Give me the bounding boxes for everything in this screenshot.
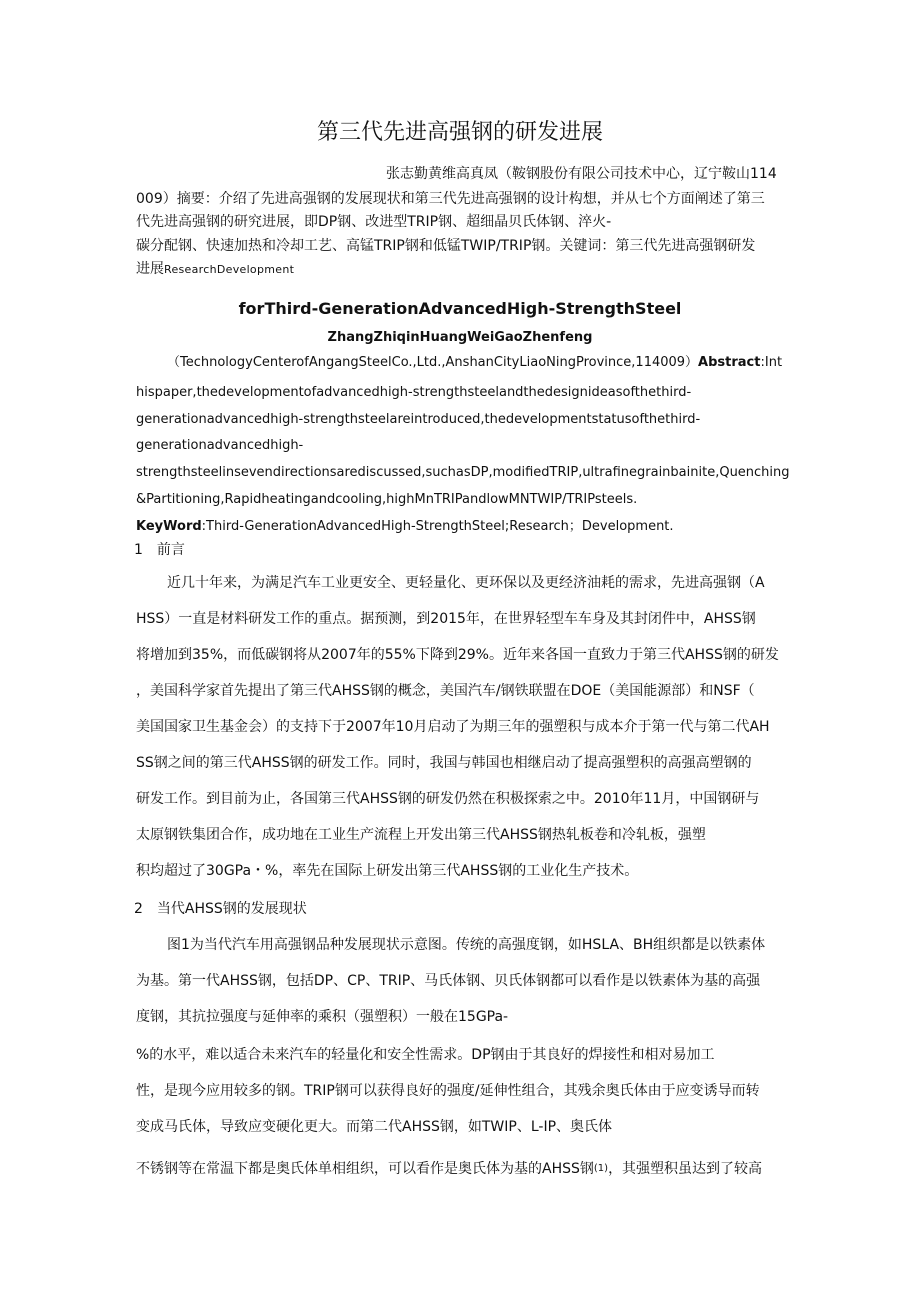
paragraph-line: 研发工作。到目前为止，各国第三代AHSS钢的研发仍然在积极探索之中。2010年11月，中国钢研与 <box>136 791 760 807</box>
keywords-label: KeyWord <box>136 519 202 534</box>
cn-abstract-line <box>136 260 294 279</box>
paragraph-line: 图1为当代汽车用高强钢品种发展现状示意图。传统的高强度钢，如HSLA、BH组织都是以铁素体 <box>167 937 766 953</box>
abstract-label: Abstract <box>698 355 761 370</box>
affiliation: （TechnologyCenterofAngangSteelCo.,Ltd.,AnshanCityLiaoNingProvince,114009） <box>167 355 699 370</box>
english-title: forThird-GenerationAdvancedHigh-StrengthSteel <box>238 299 682 318</box>
cn-abstract-line: 代先进高强钢的研究进展，即DP钢、改进型TRIP钢、超细晶贝氏体钢、淬火- <box>136 214 612 230</box>
page-title: 第三代先进高强钢的研发进展 <box>316 120 603 145</box>
cn-abstract-line: 009）摘要：介绍了先进高强钢的发展现状和第三代先进高强钢的设计构想，并从七个方面阐述了第三 <box>136 191 765 207</box>
cn-authors-line: 张志勤黄维高真凤（鞍钢股份有限公司技术中心，辽宁鞍山114 <box>386 166 777 182</box>
paragraph-line: 性，是现今应用较多的钢。TRIP钢可以获得良好的强度/延伸性组合，其残余奥氏体由于应变诱导而转 <box>136 1083 760 1099</box>
paragraph-line <box>136 1160 762 1178</box>
paragraph-line: 太原钢铁集团合作，成功地在工业生产流程上开发出第三代AHSS钢热轧板卷和冷轧板，强塑 <box>136 827 706 843</box>
paragraph-line: 变成马氏体，导致应变硬化更大。而第二代AHSS钢，如TWIP、L-IP、奥氏体 <box>136 1119 613 1135</box>
section-heading: 2 当代AHSS钢的发展现状 <box>134 901 307 917</box>
reference-mark: (1) <box>593 1163 609 1174</box>
abstract-line <box>167 354 782 372</box>
paragraph-line: %的水平，难以适合未来汽车的轻量化和安全性需求。DP钢由于其良好的焊接性和相对易加工 <box>136 1047 715 1063</box>
paragraph-text: 不锈钢等在常温下都是奥氏体单相组织，可以看作是奥氏体为基的AHSS钢 <box>136 1161 594 1177</box>
paragraph-line: 为基。第一代AHSS钢，包括DP、CP、TRIP、马氏体钢、贝氏体钢都可以看作是以铁素体为基的高强 <box>136 973 761 989</box>
abstract-line: strengthsteelinsevendirectionsarediscussed,suchasDP,modifiedTRIP,ultrafinegrainbainite,Quenching <box>136 465 790 480</box>
keywords-line <box>136 518 674 536</box>
paragraph-line: 积均超过了30GPa・%，率先在国际上研发出第三代AHSS钢的工业化生产技术。 <box>136 863 639 879</box>
paragraph-line: 美国国家卫生基金会）的支持下于2007年10月启动了为期三年的强塑积与成本介于第一代与第二代AH <box>136 719 770 735</box>
paragraph-line: 度钢，其抗拉强度与延伸率的乘积（强塑积）一般在15GPa- <box>136 1009 509 1025</box>
abstract-line: hispaper,thedevelopmentofadvancedhigh-strengthsteelandthedesignideasofthethird- <box>136 385 692 400</box>
keywords-text: :Third-GenerationAdvancedHigh-StrengthSteel;Research；Development. <box>201 519 674 534</box>
paragraph-line: ，美国科学家首先提出了第三代AHSS钢的概念，美国汽车/钢铁联盟在DOE（美国能源部）和NSF（ <box>136 683 755 699</box>
paragraph-line: SS钢之间的第三代AHSS钢的研发工作。同时，我国与韩国也相继启动了提高强塑积的高强高塑钢的 <box>136 755 752 771</box>
paragraph-line: 将增加到35%，而低碳钢将从2007年的55%下降到29%。近年来各国一直致力于第三代AHSS钢的研发 <box>136 647 779 663</box>
paragraph-text: ，其强塑积虽达到了较高 <box>608 1161 763 1177</box>
abstract-text: :Int <box>760 355 783 370</box>
abstract-line: &Partitioning,Rapidheatingandcooling,highMnTRIPandlowMNTWIP/TRIPsteels. <box>136 492 638 507</box>
section-heading: 1 前言 <box>134 542 185 558</box>
english-authors: ZhangZhiqinHuangWeiGaoZhenfeng <box>327 330 593 345</box>
en-title-prefix: ResearchDevelopment <box>164 263 295 276</box>
cn-abstract-line: 碳分配钢、快速加热和冷却工艺、高锰TRIP钢和低锰TWIP/TRIP钢。关键词：第三代先进高强钢研发 <box>136 238 756 254</box>
paragraph-line: HSS）一直是材料研发工作的重点。据预测，到2015年，在世界轻型车车身及其封闭件中，AHSS钢 <box>136 611 756 627</box>
abstract-line: generationadvancedhigh-strengthsteelareintroduced,thedevelopmentstatusofthethird- <box>136 412 701 427</box>
paragraph-line: 近几十年来，为满足汽车工业更安全、更轻量化、更环保以及更经济油耗的需求，先进高强钢（A <box>167 575 765 591</box>
abstract-line: generationadvancedhigh- <box>136 438 304 453</box>
cn-abstract-text: 进展 <box>136 261 164 277</box>
